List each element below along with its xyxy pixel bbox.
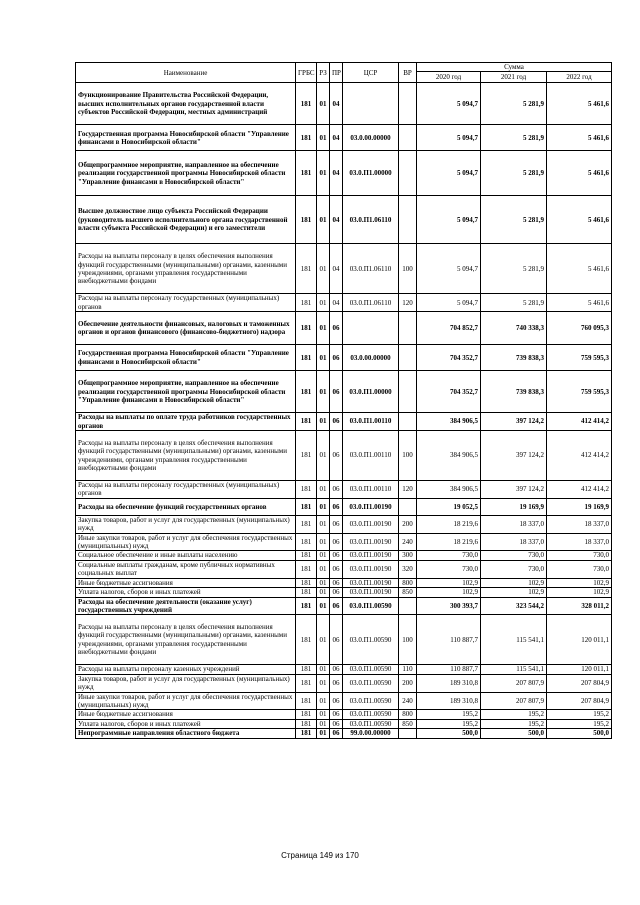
row-2021-cell: 730,0 bbox=[481, 560, 547, 578]
row-grbs-cell: 181 bbox=[296, 481, 317, 499]
row-vr-cell: 100 bbox=[399, 244, 417, 294]
row-vr-cell: 320 bbox=[399, 560, 417, 578]
row-2021-cell: 115 541,1 bbox=[481, 615, 547, 665]
row-2022-cell: 102,9 bbox=[547, 588, 612, 597]
row-2021-cell: 207 807,9 bbox=[481, 674, 547, 692]
row-2022-cell: 195,2 bbox=[547, 719, 612, 728]
row-csr-cell: 03.0.П1.00190 bbox=[343, 578, 399, 587]
row-name-cell: Общепрограммное мероприятие, направленное на обеспечение реализации государственной программы Новосибирской области "Управление финансами в Новосибирской области" bbox=[76, 371, 296, 413]
row-name-cell: Расходы на выплаты персоналу казенных учреждений bbox=[76, 665, 296, 674]
row-2020-cell: 384 906,5 bbox=[417, 431, 481, 481]
table-row bbox=[76, 196, 612, 244]
table-row bbox=[76, 371, 612, 413]
row-2022-cell: 730,0 bbox=[547, 551, 612, 560]
row-2021-cell: 740 338,3 bbox=[481, 312, 547, 345]
row-grbs-cell: 181 bbox=[296, 560, 317, 578]
row-2021-cell: 739 838,3 bbox=[481, 345, 547, 371]
row-2022-cell: 195,2 bbox=[547, 710, 612, 719]
row-grbs-cell: 181 bbox=[296, 151, 317, 196]
row-pr-cell: 06 bbox=[330, 551, 343, 560]
row-2022-cell: 412 414,2 bbox=[547, 481, 612, 499]
row-2020-cell: 5 094,7 bbox=[417, 125, 481, 151]
header-year-2021: 2021 год bbox=[481, 72, 547, 83]
row-rz-cell: 01 bbox=[317, 674, 330, 692]
row-csr-cell: 03.0.П1.00590 bbox=[343, 615, 399, 665]
row-2022-cell: 760 095,3 bbox=[547, 312, 612, 345]
budget-table bbox=[75, 62, 612, 739]
table-body bbox=[76, 83, 612, 738]
row-pr-cell: 06 bbox=[330, 615, 343, 665]
row-name-cell: Расходы на выплаты персоналу в целях обеспечения выполнения функций государственными (муниципальными) органами, казенными учреждениями, органами управления государственными внебюджетными фондами bbox=[76, 615, 296, 665]
row-2022-cell: 120 011,1 bbox=[547, 615, 612, 665]
table-row bbox=[76, 719, 612, 728]
table-row bbox=[76, 578, 612, 587]
row-pr-cell: 04 bbox=[330, 151, 343, 196]
row-grbs-cell: 181 bbox=[296, 729, 317, 738]
row-rz-cell: 01 bbox=[317, 244, 330, 294]
row-rz-cell: 01 bbox=[317, 151, 330, 196]
row-2020-cell: 5 094,7 bbox=[417, 196, 481, 244]
row-2022-cell: 120 011,1 bbox=[547, 665, 612, 674]
row-2021-cell: 397 124,2 bbox=[481, 481, 547, 499]
table-row bbox=[76, 729, 612, 738]
row-vr-cell: 120 bbox=[399, 294, 417, 312]
row-csr-cell: 03.0.П1.00190 bbox=[343, 560, 399, 578]
row-rz-cell: 01 bbox=[317, 196, 330, 244]
row-2020-cell: 704 352,7 bbox=[417, 345, 481, 371]
row-2022-cell: 500,0 bbox=[547, 729, 612, 738]
row-2022-cell: 5 461,6 bbox=[547, 125, 612, 151]
row-2020-cell: 500,0 bbox=[417, 729, 481, 738]
budget-sheet bbox=[75, 62, 611, 739]
row-grbs-cell: 181 bbox=[296, 674, 317, 692]
row-vr-cell: 100 bbox=[399, 615, 417, 665]
page-number: Страница 149 из 170 bbox=[281, 851, 359, 860]
row-2022-cell: 5 461,6 bbox=[547, 83, 612, 125]
row-rz-cell: 01 bbox=[317, 551, 330, 560]
header-csr: ЦСР bbox=[343, 63, 399, 83]
row-pr-cell: 06 bbox=[330, 312, 343, 345]
row-csr-cell: 03.0.П1.00590 bbox=[343, 597, 399, 615]
row-grbs-cell: 181 bbox=[296, 244, 317, 294]
row-2021-cell: 730,0 bbox=[481, 551, 547, 560]
row-2022-cell: 412 414,2 bbox=[547, 431, 612, 481]
row-name-cell: Обеспечение деятельности финансовых, налоговых и таможенных органов и органов финансового (финансово-бюджетного) надзора bbox=[76, 312, 296, 345]
row-2022-cell: 328 011,2 bbox=[547, 597, 612, 615]
row-vr-cell bbox=[399, 413, 417, 431]
row-2020-cell: 195,2 bbox=[417, 719, 481, 728]
row-pr-cell: 06 bbox=[330, 719, 343, 728]
row-2021-cell: 19 169,9 bbox=[481, 498, 547, 515]
row-csr-cell: 03.0.П1.00590 bbox=[343, 719, 399, 728]
row-pr-cell: 06 bbox=[330, 597, 343, 615]
row-2020-cell: 730,0 bbox=[417, 551, 481, 560]
row-csr-cell: 03.0.П1.00000 bbox=[343, 151, 399, 196]
row-rz-cell: 01 bbox=[317, 588, 330, 597]
row-vr-cell bbox=[399, 125, 417, 151]
row-2022-cell: 207 804,9 bbox=[547, 674, 612, 692]
row-vr-cell bbox=[399, 151, 417, 196]
row-vr-cell bbox=[399, 729, 417, 738]
row-2021-cell: 500,0 bbox=[481, 729, 547, 738]
row-name-cell: Уплата налогов, сборов и иных платежей bbox=[76, 719, 296, 728]
row-grbs-cell: 181 bbox=[296, 431, 317, 481]
row-grbs-cell: 181 bbox=[296, 533, 317, 551]
row-vr-cell: 200 bbox=[399, 674, 417, 692]
row-name-cell: Иные закупки товаров, работ и услуг для обеспечения государственных (муниципальных) нужд bbox=[76, 692, 296, 710]
row-rz-cell: 01 bbox=[317, 294, 330, 312]
row-vr-cell bbox=[399, 83, 417, 125]
header-year-2022: 2022 год bbox=[547, 72, 612, 83]
table-row bbox=[76, 710, 612, 719]
row-rz-cell: 01 bbox=[317, 345, 330, 371]
row-csr-cell bbox=[343, 312, 399, 345]
row-csr-cell: 03.0.П1.00190 bbox=[343, 533, 399, 551]
row-pr-cell: 06 bbox=[330, 665, 343, 674]
row-name-cell: Расходы на выплаты персоналу государственных (муниципальных) органов bbox=[76, 294, 296, 312]
table-row bbox=[76, 615, 612, 665]
row-grbs-cell: 181 bbox=[296, 294, 317, 312]
row-vr-cell: 800 bbox=[399, 710, 417, 719]
row-pr-cell: 06 bbox=[330, 431, 343, 481]
row-vr-cell: 200 bbox=[399, 515, 417, 533]
row-2022-cell: 18 337,0 bbox=[547, 533, 612, 551]
row-pr-cell: 06 bbox=[330, 533, 343, 551]
row-name-cell: Социальные выплаты гражданам, кроме публичных нормативных социальных выплат bbox=[76, 560, 296, 578]
row-csr-cell: 03.0.П1.00190 bbox=[343, 588, 399, 597]
row-name-cell: Иные бюджетные ассигнования bbox=[76, 710, 296, 719]
row-2020-cell: 18 219,6 bbox=[417, 515, 481, 533]
row-vr-cell: 300 bbox=[399, 551, 417, 560]
row-2022-cell: 759 595,3 bbox=[547, 345, 612, 371]
row-name-cell: Социальное обеспечение и иные выплаты населению bbox=[76, 551, 296, 560]
row-rz-cell: 01 bbox=[317, 692, 330, 710]
row-2020-cell: 189 310,8 bbox=[417, 674, 481, 692]
table-row bbox=[76, 413, 612, 431]
row-rz-cell: 01 bbox=[317, 710, 330, 719]
row-name-cell: Общепрограммное мероприятие, направленное на обеспечение реализации государственной программы Новосибирской области "Управление финансами в Новосибирской области" bbox=[76, 151, 296, 196]
row-vr-cell bbox=[399, 371, 417, 413]
row-csr-cell: 03.0.П1.06110 bbox=[343, 196, 399, 244]
row-name-cell: Расходы на выплаты персоналу государственных (муниципальных) органов bbox=[76, 481, 296, 499]
row-2022-cell: 5 461,6 bbox=[547, 196, 612, 244]
row-2021-cell: 207 807,9 bbox=[481, 692, 547, 710]
row-2022-cell: 18 337,0 bbox=[547, 515, 612, 533]
row-2020-cell: 384 906,5 bbox=[417, 481, 481, 499]
row-pr-cell: 06 bbox=[330, 588, 343, 597]
row-2021-cell: 5 281,9 bbox=[481, 125, 547, 151]
table-row bbox=[76, 674, 612, 692]
table-row bbox=[76, 665, 612, 674]
row-2021-cell: 5 281,9 bbox=[481, 294, 547, 312]
table-row bbox=[76, 515, 612, 533]
row-vr-cell bbox=[399, 312, 417, 345]
row-grbs-cell: 181 bbox=[296, 515, 317, 533]
row-2021-cell: 739 838,3 bbox=[481, 371, 547, 413]
row-grbs-cell: 181 bbox=[296, 413, 317, 431]
row-2020-cell: 5 094,7 bbox=[417, 294, 481, 312]
row-csr-cell: 03.0.П1.00190 bbox=[343, 551, 399, 560]
row-pr-cell: 06 bbox=[330, 515, 343, 533]
row-name-cell: Расходы на выплаты по оплате труда работников государственных органов bbox=[76, 413, 296, 431]
row-grbs-cell: 181 bbox=[296, 719, 317, 728]
row-2021-cell: 18 337,0 bbox=[481, 533, 547, 551]
row-vr-cell: 110 bbox=[399, 665, 417, 674]
row-grbs-cell: 181 bbox=[296, 371, 317, 413]
row-2020-cell: 110 887,7 bbox=[417, 615, 481, 665]
table-row bbox=[76, 312, 612, 345]
row-2020-cell: 18 219,6 bbox=[417, 533, 481, 551]
row-rz-cell: 01 bbox=[317, 615, 330, 665]
row-vr-cell: 100 bbox=[399, 431, 417, 481]
row-grbs-cell: 181 bbox=[296, 692, 317, 710]
row-vr-cell: 120 bbox=[399, 481, 417, 499]
table-row bbox=[76, 588, 612, 597]
row-csr-cell: 99.0.00.00000 bbox=[343, 729, 399, 738]
row-pr-cell: 06 bbox=[330, 371, 343, 413]
row-2020-cell: 189 310,8 bbox=[417, 692, 481, 710]
row-pr-cell: 06 bbox=[330, 692, 343, 710]
row-2022-cell: 5 461,6 bbox=[547, 244, 612, 294]
row-csr-cell: 03.0.П1.00190 bbox=[343, 515, 399, 533]
row-name-cell: Высшее должностное лицо субъекта Российской Федерации (руководитель высшего исполнительного органа государственной власти субъекта Российской Федерации) и его заместители bbox=[76, 196, 296, 244]
row-vr-cell: 800 bbox=[399, 578, 417, 587]
row-vr-cell bbox=[399, 196, 417, 244]
row-rz-cell: 01 bbox=[317, 597, 330, 615]
row-vr-cell: 240 bbox=[399, 533, 417, 551]
row-grbs-cell: 181 bbox=[296, 578, 317, 587]
row-grbs-cell: 181 bbox=[296, 665, 317, 674]
table-row bbox=[76, 83, 612, 125]
row-2022-cell: 5 461,6 bbox=[547, 294, 612, 312]
row-csr-cell: 03.0.П1.00110 bbox=[343, 431, 399, 481]
row-pr-cell: 06 bbox=[330, 498, 343, 515]
row-2020-cell: 102,9 bbox=[417, 588, 481, 597]
row-2020-cell: 102,9 bbox=[417, 578, 481, 587]
row-vr-cell bbox=[399, 597, 417, 615]
row-rz-cell: 01 bbox=[317, 83, 330, 125]
row-name-cell: Иные бюджетные ассигнования bbox=[76, 578, 296, 587]
row-grbs-cell: 181 bbox=[296, 312, 317, 345]
row-2021-cell: 5 281,9 bbox=[481, 83, 547, 125]
row-grbs-cell: 181 bbox=[296, 83, 317, 125]
row-2020-cell: 704 852,7 bbox=[417, 312, 481, 345]
row-grbs-cell: 181 bbox=[296, 710, 317, 719]
row-csr-cell: 03.0.П1.00590 bbox=[343, 710, 399, 719]
row-rz-cell: 01 bbox=[317, 515, 330, 533]
row-name-cell: Расходы на обеспечение функций государственных органов bbox=[76, 498, 296, 515]
row-name-cell: Государственная программа Новосибирской области "Управление финансами в Новосибирской области" bbox=[76, 125, 296, 151]
row-rz-cell: 01 bbox=[317, 665, 330, 674]
table-row bbox=[76, 533, 612, 551]
row-csr-cell bbox=[343, 83, 399, 125]
row-rz-cell: 01 bbox=[317, 312, 330, 345]
row-2021-cell: 115 541,1 bbox=[481, 665, 547, 674]
row-csr-cell: 03.0.П1.00000 bbox=[343, 371, 399, 413]
header-pr: ПР bbox=[330, 63, 343, 83]
table-row bbox=[76, 498, 612, 515]
row-2021-cell: 102,9 bbox=[481, 578, 547, 587]
row-rz-cell: 01 bbox=[317, 371, 330, 413]
row-name-cell: Непрограммные направления областного бюджета bbox=[76, 729, 296, 738]
row-vr-cell bbox=[399, 345, 417, 371]
row-2020-cell: 704 352,7 bbox=[417, 371, 481, 413]
row-2020-cell: 730,0 bbox=[417, 560, 481, 578]
row-grbs-cell: 181 bbox=[296, 551, 317, 560]
row-csr-cell: 03.0.П1.00110 bbox=[343, 413, 399, 431]
row-2022-cell: 730,0 bbox=[547, 560, 612, 578]
row-pr-cell: 06 bbox=[330, 413, 343, 431]
row-csr-cell: 03.0.П1.00590 bbox=[343, 674, 399, 692]
row-csr-cell: 03.0.П1.00590 bbox=[343, 692, 399, 710]
row-csr-cell: 03.0.00.00000 bbox=[343, 125, 399, 151]
row-name-cell: Иные закупки товаров, работ и услуг для обеспечения государственных (муниципальных) нужд bbox=[76, 533, 296, 551]
row-name-cell: Расходы на выплаты персоналу в целях обеспечения выполнения функций государственными (муниципальными) органами, казенными учреждениями, органами управления государственными внебюджетными фондами bbox=[76, 431, 296, 481]
row-csr-cell: 03.0.П1.06110 bbox=[343, 294, 399, 312]
row-rz-cell: 01 bbox=[317, 481, 330, 499]
row-2022-cell: 207 804,9 bbox=[547, 692, 612, 710]
row-rz-cell: 01 bbox=[317, 533, 330, 551]
row-2021-cell: 102,9 bbox=[481, 588, 547, 597]
row-grbs-cell: 181 bbox=[296, 615, 317, 665]
row-2020-cell: 5 094,7 bbox=[417, 151, 481, 196]
row-rz-cell: 01 bbox=[317, 431, 330, 481]
table-row bbox=[76, 692, 612, 710]
row-2020-cell: 195,2 bbox=[417, 710, 481, 719]
row-2020-cell: 110 887,7 bbox=[417, 665, 481, 674]
row-pr-cell: 06 bbox=[330, 674, 343, 692]
table-row bbox=[76, 244, 612, 294]
row-2022-cell: 19 169,9 bbox=[547, 498, 612, 515]
table-row bbox=[76, 481, 612, 499]
header-rz: РЗ bbox=[317, 63, 330, 83]
row-grbs-cell: 181 bbox=[296, 196, 317, 244]
row-pr-cell: 04 bbox=[330, 125, 343, 151]
row-pr-cell: 06 bbox=[330, 710, 343, 719]
row-2021-cell: 195,2 bbox=[481, 710, 547, 719]
table-row bbox=[76, 431, 612, 481]
row-2021-cell: 397 124,2 bbox=[481, 431, 547, 481]
row-pr-cell: 06 bbox=[330, 560, 343, 578]
table-row bbox=[76, 125, 612, 151]
row-name-cell: Функционирование Правительства Российской Федерации, высших исполнительных органов государственной власти субъектов Российской Федерации, местных администраций bbox=[76, 83, 296, 125]
header-grbs: ГРБС bbox=[296, 63, 317, 83]
row-2020-cell: 384 906,5 bbox=[417, 413, 481, 431]
row-name-cell: Государственная программа Новосибирской области "Управление финансами в Новосибирской области" bbox=[76, 345, 296, 371]
row-vr-cell bbox=[399, 498, 417, 515]
row-name-cell: Уплата налогов, сборов и иных платежей bbox=[76, 588, 296, 597]
header-sum: Сумма bbox=[417, 63, 612, 72]
row-pr-cell: 06 bbox=[330, 481, 343, 499]
row-csr-cell: 03.0.П1.00190 bbox=[343, 498, 399, 515]
row-rz-cell: 01 bbox=[317, 729, 330, 738]
row-rz-cell: 01 bbox=[317, 719, 330, 728]
row-pr-cell: 04 bbox=[330, 196, 343, 244]
row-name-cell: Закупка товаров, работ и услуг для государственных (муниципальных) нужд bbox=[76, 674, 296, 692]
row-2021-cell: 5 281,9 bbox=[481, 196, 547, 244]
row-pr-cell: 06 bbox=[330, 729, 343, 738]
row-grbs-cell: 181 bbox=[296, 345, 317, 371]
table-row bbox=[76, 560, 612, 578]
row-grbs-cell: 181 bbox=[296, 125, 317, 151]
header-vr: ВР bbox=[399, 63, 417, 83]
table-row bbox=[76, 294, 612, 312]
row-pr-cell: 04 bbox=[330, 244, 343, 294]
row-2021-cell: 5 281,9 bbox=[481, 244, 547, 294]
table-row bbox=[76, 551, 612, 560]
row-grbs-cell: 181 bbox=[296, 588, 317, 597]
row-2020-cell: 5 094,7 bbox=[417, 83, 481, 125]
row-2022-cell: 5 461,6 bbox=[547, 151, 612, 196]
row-pr-cell: 06 bbox=[330, 578, 343, 587]
row-rz-cell: 01 bbox=[317, 498, 330, 515]
row-csr-cell: 03.0.П1.00590 bbox=[343, 665, 399, 674]
row-rz-cell: 01 bbox=[317, 578, 330, 587]
row-2020-cell: 5 094,7 bbox=[417, 244, 481, 294]
row-vr-cell: 240 bbox=[399, 692, 417, 710]
row-rz-cell: 01 bbox=[317, 413, 330, 431]
table-row bbox=[76, 597, 612, 615]
row-2022-cell: 412 414,2 bbox=[547, 413, 612, 431]
row-name-cell: Закупка товаров, работ и услуг для государственных (муниципальных) нужд bbox=[76, 515, 296, 533]
row-grbs-cell: 181 bbox=[296, 597, 317, 615]
row-2020-cell: 19 052,5 bbox=[417, 498, 481, 515]
table-header bbox=[76, 63, 612, 83]
row-2021-cell: 323 544,2 bbox=[481, 597, 547, 615]
table-row bbox=[76, 151, 612, 196]
row-vr-cell: 850 bbox=[399, 719, 417, 728]
row-name-cell: Расходы на обеспечение деятельности (оказание услуг) государственных учреждений bbox=[76, 597, 296, 615]
row-vr-cell: 850 bbox=[399, 588, 417, 597]
row-csr-cell: 03.0.П1.00110 bbox=[343, 481, 399, 499]
table-row bbox=[76, 345, 612, 371]
row-rz-cell: 01 bbox=[317, 560, 330, 578]
row-rz-cell: 01 bbox=[317, 125, 330, 151]
row-2020-cell: 300 393,7 bbox=[417, 597, 481, 615]
row-2021-cell: 18 337,0 bbox=[481, 515, 547, 533]
row-pr-cell: 04 bbox=[330, 294, 343, 312]
row-pr-cell: 06 bbox=[330, 345, 343, 371]
row-csr-cell: 03.0.П1.06110 bbox=[343, 244, 399, 294]
row-2021-cell: 5 281,9 bbox=[481, 151, 547, 196]
row-csr-cell: 03.0.00.00000 bbox=[343, 345, 399, 371]
row-2021-cell: 397 124,2 bbox=[481, 413, 547, 431]
row-grbs-cell: 181 bbox=[296, 498, 317, 515]
header-year-2020: 2020 год bbox=[417, 72, 481, 83]
row-2022-cell: 102,9 bbox=[547, 578, 612, 587]
row-2021-cell: 195,2 bbox=[481, 719, 547, 728]
row-pr-cell: 04 bbox=[330, 83, 343, 125]
header-name: Наименование bbox=[76, 63, 296, 83]
row-2022-cell: 759 595,3 bbox=[547, 371, 612, 413]
row-name-cell: Расходы на выплаты персоналу в целях обеспечения выполнения функций государственными (муниципальными) органами, казенными учреждениями, органами управления государственными внебюджетными фондами bbox=[76, 244, 296, 294]
